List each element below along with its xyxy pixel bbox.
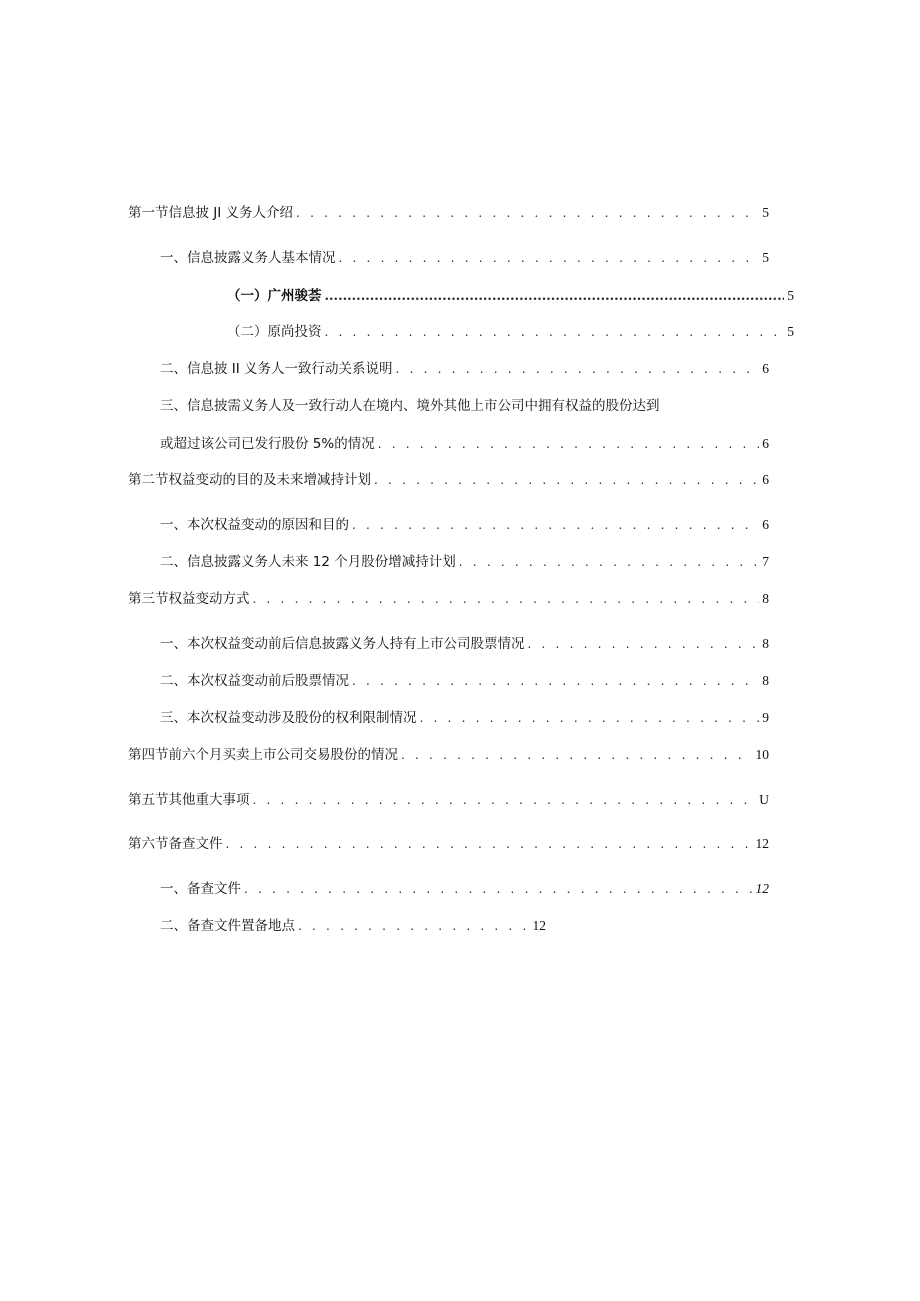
- toc-page-number: 6: [762, 517, 769, 532]
- dot-leader: [325, 323, 785, 341]
- toc-entry-title: （一）广州骏荟: [227, 288, 322, 304]
- toc-page-number: U: [759, 792, 769, 807]
- dot-leader: [253, 590, 760, 608]
- toc-entry-1-3-line2[interactable]: [160, 435, 769, 453]
- toc-entry-title: 二、备查文件置备地点: [160, 918, 295, 934]
- toc-entry-3-1[interactable]: [160, 635, 769, 653]
- toc-entry-title: （二）原尚投资: [227, 324, 322, 340]
- toc-entry-title: 二、信息披露义务人未来 12 个月股份增减持计划: [160, 554, 456, 570]
- toc-entry-1-1[interactable]: [160, 249, 769, 267]
- toc-page-number: 6: [762, 472, 769, 487]
- dot-leader: [401, 746, 753, 764]
- toc-entry-section-5[interactable]: [128, 791, 769, 809]
- toc-entry-title: 一、本次权益变动的原因和目的: [160, 517, 349, 533]
- toc-entry-1-3-line1[interactable]: 三、信息披需义务人及一致行动人在境内、境外其他上市公司中拥有权益的股份达到: [160, 398, 660, 414]
- dot-leader: [352, 516, 759, 534]
- toc-entry-title: 第五节其他重大事项: [128, 792, 250, 808]
- toc-page-number: 6: [762, 361, 769, 376]
- toc-page-number: 9: [762, 710, 769, 725]
- toc-page-number: 8: [762, 673, 769, 688]
- toc-entry-title: 第二节权益变动的目的及未来增减持计划: [128, 472, 371, 488]
- toc-page-number: 12: [755, 836, 769, 851]
- toc-page-number: 5: [762, 205, 769, 220]
- toc-entry-1-1-2[interactable]: [227, 323, 794, 341]
- dot-leader: [420, 709, 760, 727]
- toc-entry-6-1[interactable]: [160, 880, 769, 898]
- toc-entry-2-2[interactable]: [160, 553, 769, 571]
- toc-entry-3-2[interactable]: [160, 672, 769, 690]
- toc-page-number: 5: [787, 324, 794, 339]
- dot-leader: [339, 249, 760, 267]
- toc-page-number: 6: [762, 436, 769, 451]
- toc-entry-title: 第一节信息披 JI 义务人介绍: [128, 205, 294, 221]
- dot-leader: [459, 553, 759, 571]
- toc-entry-title: 第三节权益变动方式: [128, 591, 250, 607]
- toc-entry-title: 第四节前六个月买卖上市公司交易股份的情况: [128, 747, 398, 763]
- toc-entry-title: 三、本次权益变动涉及股份的权利限制情况: [160, 710, 417, 726]
- toc-page-number: 5: [762, 250, 769, 265]
- toc-page-number: 8: [762, 636, 769, 651]
- toc-entry-section-1[interactable]: [128, 204, 769, 222]
- toc-entry-6-2[interactable]: [160, 917, 546, 935]
- dot-leader: [396, 360, 760, 378]
- toc-entry-title: 一、信息披露义务人基本情况: [160, 250, 336, 266]
- toc-page-number: 7: [762, 554, 769, 569]
- dot-leader: [244, 880, 753, 898]
- toc-page-number: 12: [532, 918, 546, 933]
- toc-entry-section-2[interactable]: [128, 471, 769, 489]
- toc-entry-title: 一、本次权益变动前后信息披露义务人持有上市公司股票情况: [160, 636, 525, 652]
- dot-leader: [352, 672, 759, 690]
- dot-leader: [296, 204, 759, 222]
- toc-entry-title: 第六节备查文件: [128, 836, 223, 852]
- toc-entry-title: 二、信息披 II 义务人一致行动关系说明: [160, 361, 393, 377]
- dot-leader: [253, 791, 757, 809]
- dot-leader: [298, 917, 530, 935]
- toc-page-number: 12: [755, 881, 769, 896]
- dot-leader: [374, 471, 759, 489]
- toc-page-number: 5: [787, 288, 794, 303]
- dot-leader: [378, 435, 760, 453]
- toc-entry-title: 一、备查文件: [160, 881, 241, 897]
- dot-leader: [325, 288, 785, 306]
- dot-leader: [528, 635, 760, 653]
- toc-entry-2-1[interactable]: [160, 516, 769, 534]
- toc-entry-3-3[interactable]: [160, 709, 769, 727]
- dot-leader: [226, 835, 753, 853]
- toc-page-number: 8: [762, 591, 769, 606]
- toc-entry-section-3[interactable]: [128, 590, 769, 608]
- toc-entry-1-2[interactable]: [160, 360, 769, 378]
- toc-entry-title: 二、本次权益变动前后股票情况: [160, 673, 349, 689]
- toc-entry-section-6[interactable]: [128, 835, 769, 853]
- toc-entry-title: 或超过该公司已发行股份 5%的情况: [160, 436, 375, 452]
- toc-entry-section-4[interactable]: [128, 746, 769, 764]
- toc-page-number: 10: [755, 747, 769, 762]
- toc-entry-1-1-1[interactable]: [227, 287, 794, 306]
